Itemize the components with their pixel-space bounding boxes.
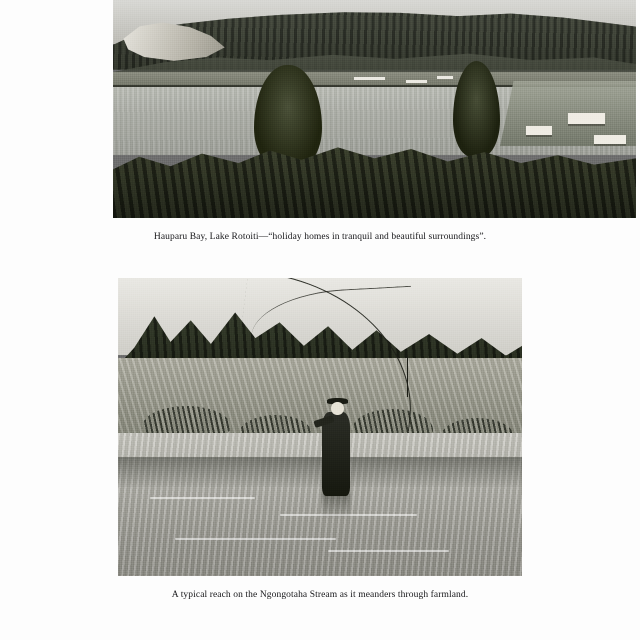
water-ripple xyxy=(175,538,337,540)
stream-water xyxy=(118,433,522,576)
water-ripple xyxy=(328,550,449,552)
deep-water-band xyxy=(118,457,522,487)
holiday-house xyxy=(594,135,625,146)
photo-ngongotaha-stream xyxy=(118,278,522,576)
figure-bottom-caption: A typical reach on the Ngongotaha Stream as it meanders through farmland. xyxy=(171,590,469,600)
photo-hauparu-bay xyxy=(113,0,636,218)
shoreline-building xyxy=(406,80,427,83)
figure-top xyxy=(113,0,636,218)
figure-top-caption: Hauparu Bay, Lake Rotoiti—“holiday homes in tranquil and beautiful surroundings”. xyxy=(153,232,487,242)
holiday-house xyxy=(568,113,605,126)
figure-bottom xyxy=(118,278,522,576)
angler-reflection xyxy=(322,493,350,520)
shoreline-building xyxy=(354,77,385,80)
holiday-house xyxy=(526,126,552,137)
angler-figure xyxy=(322,412,350,495)
shoreline-building xyxy=(437,76,453,79)
water-ripple xyxy=(150,497,255,499)
